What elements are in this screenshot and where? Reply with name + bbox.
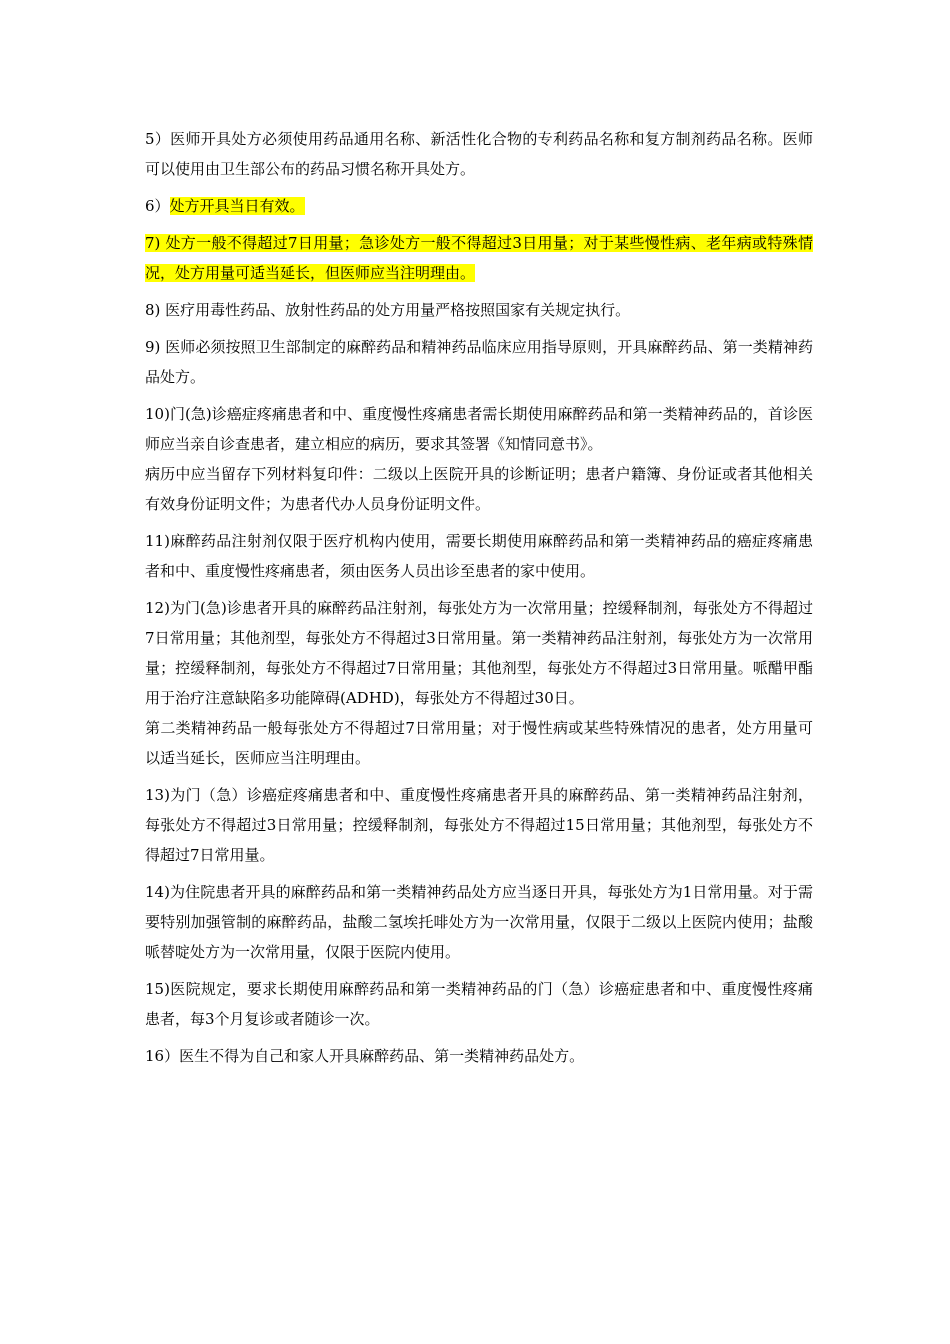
paragraph-14-number: 14) [145, 883, 170, 901]
paragraph-15 [145, 974, 813, 1034]
paragraph-15-text: 医院规定，要求长期使用麻醉药品和第一类精神药品的门（急）诊癌症患者和中、重度慢性疼痛患者，每3个月复诊或者随诊一次。 [145, 980, 813, 1028]
paragraph-9-text: 医师必须按照卫生部制定的麻醉药品和精神药品临床应用指导原则，开具麻醉药品、第一类精神药品处方。 [145, 338, 813, 386]
paragraph-10-number: 10) [145, 405, 170, 423]
paragraph-5-text: 医师开具处方必须使用药品通用名称、新活性化合物的专利药品名称和复方制剂药品名称。医师可以使用由卫生部公布的药品习惯名称开具处方。 [145, 130, 813, 178]
paragraph-13-number: 13) [145, 786, 170, 804]
paragraph-9-number: 9) [145, 338, 166, 356]
paragraph-10-continuation [145, 459, 813, 519]
paragraph-6-highlighted-text: 处方开具当日有效。 [169, 197, 305, 215]
paragraph-8-text: 医疗用毒性药品、放射性药品的处方用量严格按照国家有关规定执行。 [165, 301, 631, 319]
paragraph-11 [145, 526, 813, 586]
paragraph-13-text: 为门（急）诊癌症疼痛患者和中、重度慢性疼痛患者开具的麻醉药品、第一类精神药品注射剂，每张处方不得超过3日常用量；控缓释制剂，每张处方不得超过15日常用量；其他剂型，每张处方不得超过7日常用量。 [145, 786, 813, 864]
paragraph-16 [145, 1041, 813, 1071]
paragraph-8-number: 8) [145, 301, 166, 319]
paragraph-12 [145, 593, 813, 713]
paragraph-8 [145, 295, 813, 325]
paragraph-10 [145, 399, 813, 459]
paragraph-5 [145, 124, 813, 184]
paragraph-14-text: 为住院患者开具的麻醉药品和第一类精神药品处方应当逐日开具，每张处方为1日常用量。对于需要特别加强管制的麻醉药品，盐酸二氢埃托啡处方为一次常用量，仅限于二级以上医院内使用；盐酸哌替啶处方为一次常用量，仅限于医院内使用。 [145, 883, 813, 961]
paragraph-13 [145, 780, 813, 870]
paragraph-5-number: 5） [145, 130, 171, 148]
paragraph-12-continuation [145, 713, 813, 773]
paragraph-12-text: 为门(急)诊患者开具的麻醉药品注射剂，每张处方为一次常用量；控缓释制剂，每张处方不得超过7日常用量；其他剂型，每张处方不得超过3日常用量。第一类精神药品注射剂，每张处方为一次常用量；控缓释制剂，每张处方不得超过7日常用量；其他剂型，每张处方不得超过3日常用量。哌醋甲酯用于治疗注意缺陷多功能障碍(ADHD)，每张处方不得超过30日。 [145, 599, 813, 707]
paragraph-10-text: 门(急)诊癌症疼痛患者和中、重度慢性疼痛患者需长期使用麻醉药品和第一类精神药品的，首诊医师应当亲自诊查患者，建立相应的病历，要求其签署《知情同意书》。 [145, 405, 813, 453]
paragraph-16-number: 16） [145, 1047, 180, 1065]
paragraph-9 [145, 332, 813, 392]
paragraph-12-continuation-text: 第二类精神药品一般每张处方不得超过7日常用量；对于慢性病或某些特殊情况的患者，处方用量可以适当延长，医师应当注明理由。 [145, 719, 813, 767]
paragraph-12-number: 12) [145, 599, 170, 617]
paragraph-16-text: 医生不得为自己和家人开具麻醉药品、第一类精神药品处方。 [179, 1047, 585, 1065]
paragraph-14 [145, 877, 813, 967]
paragraph-7 [145, 228, 813, 288]
paragraph-15-number: 15) [145, 980, 170, 998]
paragraph-11-number: 11) [145, 532, 170, 550]
paragraph-10-continuation-text: 病历中应当留存下列材料复印件：二级以上医院开具的诊断证明；患者户籍簿、身份证或者其他相关有效身份证明文件；为患者代办人员身份证明文件。 [145, 465, 813, 513]
paragraph-7-number: 7) [145, 234, 166, 252]
paragraph-11-text: 麻醉药品注射剂仅限于医疗机构内使用，需要长期使用麻醉药品和第一类精神药品的癌症疼痛患者和中、重度慢性疼痛患者，须由医务人员出诊至患者的家中使用。 [145, 532, 813, 580]
paragraph-6-number: 6） [145, 197, 170, 215]
paragraph-7-highlighted-text: 处方一般不得超过7日用量；急诊处方一般不得超过3日用量；对于某些慢性病、老年病或特殊情况，处方用量可适当延长，但医师应当注明理由。 [145, 234, 813, 282]
paragraph-6 [145, 191, 813, 221]
document-body [145, 124, 813, 1071]
